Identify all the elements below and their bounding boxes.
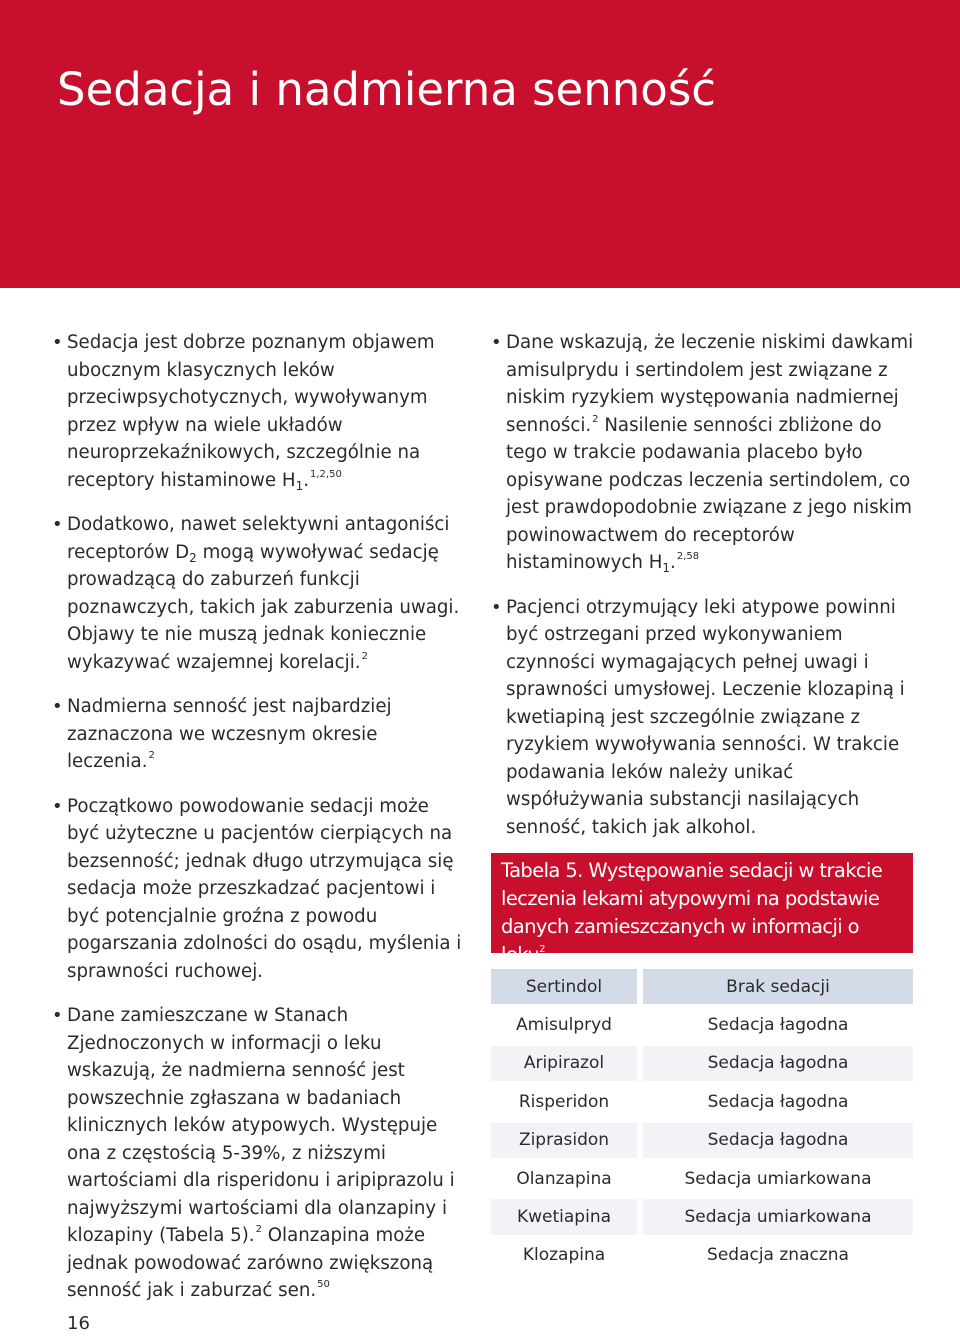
sedation-cell: Sedacja znaczna <box>643 1238 913 1273</box>
bullet-dot-icon: • <box>52 795 63 817</box>
right-bullet-item <box>491 594 921 842</box>
drug-cell: Ziprasidon <box>491 1123 637 1158</box>
subscript: 2 <box>189 550 197 565</box>
subscript: 1 <box>662 561 671 575</box>
reference-mark: 2,58 <box>676 551 700 562</box>
bullet-text: . <box>303 469 309 491</box>
drug-cell: Risperidon <box>491 1084 637 1119</box>
sedation-cell: Sedacja łagodna <box>643 1123 913 1158</box>
left-bullet-item <box>52 793 462 986</box>
bullet-dot-icon: • <box>52 696 63 717</box>
table-row <box>491 1007 913 1042</box>
right-bullet-item <box>491 329 921 577</box>
reference-mark: 1,2,50 <box>310 468 342 480</box>
sedation-cell: Sedacja umiarkowana <box>643 1199 913 1234</box>
bullet-dot-icon: • <box>52 332 63 353</box>
left-bullet-item <box>52 693 462 776</box>
bullet-dot-icon: • <box>491 332 502 353</box>
bullet-text: Dane zamieszczane w Stanach Zjednoczonych w informacji o leku wskazują, że nadmierna senność jest powszechnie zgłaszana w badaniach klinicznych leków atypowych. Występuje ona z częstością 5-39%, z niższymi wartościami dla risperidonu i aripiprazolu i najwyższymi wartościami dla olanzapiny i klozapiny (Tabela 5). <box>67 1005 455 1246</box>
reference-mark: 50 <box>317 1279 330 1290</box>
sedation-cell: Brak sedacji <box>643 969 913 1004</box>
bullet-text: . <box>670 552 676 573</box>
drug-cell: Aripirazol <box>491 1046 637 1081</box>
table-caption-text: Tabela 5. Występowanie sedacji w trakcie leczenia lekami atypowymi na podstawie danych zamieszczanych w informacji o leku <box>501 859 883 966</box>
sedation-cell: Sedacja łagodna <box>643 1046 913 1081</box>
reference-mark: 2 <box>361 650 368 662</box>
sedation-cell: Sedacja łagodna <box>643 1007 913 1042</box>
sedation-cell: Sedacja umiarkowana <box>643 1161 913 1196</box>
bullet-text: Olanzapina może jednak powodować zarówno zwiększoną senność jak i zaburzać sen. <box>67 1225 434 1301</box>
sedation-table-body <box>491 969 913 1273</box>
table-row <box>491 1046 913 1081</box>
table-row <box>491 1238 913 1273</box>
bullet-dot-icon: • <box>52 514 63 535</box>
reference-mark: 2 <box>592 413 599 425</box>
left-bullet-item <box>52 329 462 494</box>
table-caption <box>491 853 913 966</box>
left-bullet-list <box>52 329 462 1305</box>
sedation-cell: Sedacja łagodna <box>643 1084 913 1119</box>
table-caption-ref: 2 <box>539 944 545 955</box>
right-column <box>491 329 921 858</box>
reference-mark: 2 <box>255 1224 262 1235</box>
bullet-text: Sedacja jest dobrze poznanym objawem ubocznym klasycznych leków przeciwpsychotycznych, wywoływanym przez wpływ na wiele układów neuroprzekaźnikowych, szczególnie na receptory histaminowe H <box>67 332 435 491</box>
left-column <box>52 329 462 1322</box>
bullet-text: mogą wywoływać sedację prowadzącą do zaburzeń funkcji poznawczych, takich jak zaburzenia uwagi. Objawy te nie muszą jednak koniecznie wykazywać wzajemnej korelacji. <box>67 541 460 673</box>
bullet-text: Dodatkowo, nawet selektywni antagoniści receptorów D <box>67 514 450 563</box>
bullet-dot-icon: • <box>491 596 502 618</box>
bullet-text: Początkowo powodowanie sedacji może być użyteczne u pacjentów cierpiących na bezsenność; jednak długo utrzymująca się sedacja może przeszkadzać pacjentowi i być potencjalnie groźna z powodu pogarszania zdolności do osądu, myślenia i sprawności ruchowej. <box>67 795 462 982</box>
table-row <box>491 1123 913 1158</box>
subscript: 1 <box>295 478 304 493</box>
table-row <box>491 1084 913 1119</box>
table-row <box>491 1199 913 1234</box>
page-number: 16 <box>67 1313 90 1334</box>
drug-cell: Kwetiapina <box>491 1199 637 1234</box>
right-bullet-list <box>491 329 921 841</box>
header-banner <box>0 0 960 288</box>
bullet-dot-icon: • <box>52 1005 63 1026</box>
left-bullet-item <box>52 511 462 676</box>
drug-cell: Amisulpryd <box>491 1007 637 1042</box>
left-bullet-item <box>52 1002 462 1305</box>
sedation-table <box>491 966 913 1276</box>
table-row <box>491 1161 913 1196</box>
bullet-text: Pacjenci otrzymujący leki atypowe powinni być ostrzegani przed wykonywaniem czynności wymagających pełnej uwagi i sprawności umysłowej. Leczenie klozapiną i kwetiapiną jest szczególnie związane z ryzykiem wywoływania senności. W trakcie podawania leków należy unikać współużywania substancji nasilających senność, takich jak alkohol. <box>506 596 905 838</box>
table-row <box>491 969 913 1004</box>
page-title: Sedacja i nadmierna senność <box>57 63 717 116</box>
bullet-text: Nasilenie senności zbliżone do tego w trakcie podawania placebo było opisywane podczas leczenia sertindolem, co jest prawdopodobnie związane z jego niskim powinowactwem do receptorów histaminowych H <box>506 414 912 573</box>
reference-mark: 2 <box>148 750 155 761</box>
drug-cell: Sertindol <box>491 969 637 1004</box>
drug-cell: Klozapina <box>491 1238 637 1273</box>
drug-cell: Olanzapina <box>491 1161 637 1196</box>
bullet-text: Nadmierna senność jest najbardziej zaznaczona we wczesnym okresie leczenia. <box>67 696 392 772</box>
bullet-text: Dane wskazują, że leczenie niskimi dawkami amisulprydu i sertindolem jest związane z niskim ryzykiem występowania nadmiernej senności. <box>506 332 914 436</box>
